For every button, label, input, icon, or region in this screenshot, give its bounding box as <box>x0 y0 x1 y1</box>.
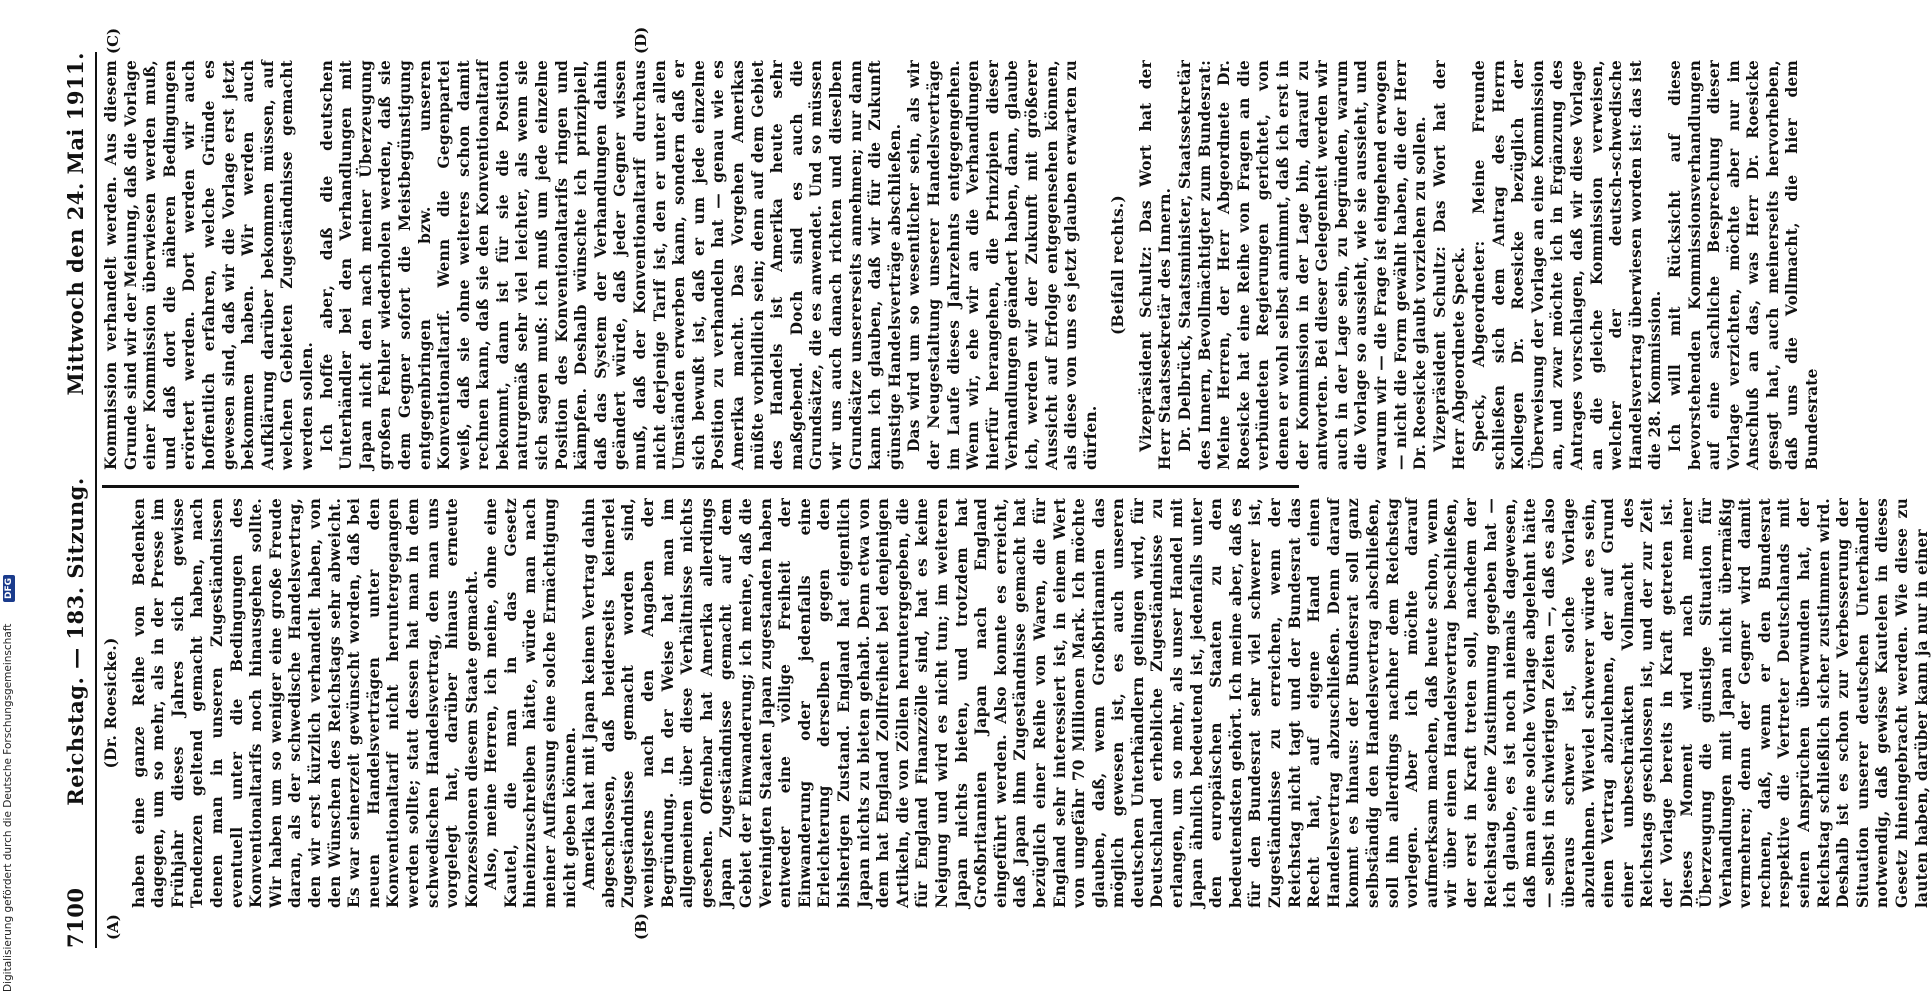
header-title: Reichstag. — 183. Sitzung. <box>62 477 88 806</box>
header-date: Mittwoch den 24. Mai 1911. <box>62 52 88 396</box>
paragraph: Kommission verhandelt werden. Aus diesem Grunde sind wir der Meinung, daß die Vorlage einer Kommission überwiesen werden muß, und daß dort die näheren Bedingungen erörtert werden. Dort werden wir auch hoffentlich erfahren, welche Gründe es gewesen sind, daß wir die Vorlage erst jetzt bekommen haben. Wir werden auch Aufklärung darüber bekommen müssen, auf welchen Gebieten Zugeständnisse gemacht werden sollen. <box>102 60 316 470</box>
paragraph: haben eine ganze Reihe von Bedenken dagegen, um so mehr, als in der Presse im Frühjahr dieses Jahres sich gewisse Tendenzen geltend gemacht haben, nach denen man in unseren Zugeständnissen eventuell unter die Bedingungen des Konventionaltarifs noch hinausgehen sollte. Wir haben um so weniger eine große Freude daran, als der schwedische Handelsvertrag, den wir erst kürzlich verhandelt haben, von den Wünschen des Reichstags sehr abweicht. Es war seinerzeit gewünscht worden, daß bei neuen Handelsverträgen unter den Konventionaltarif nicht heruntergegangen werden sollte; statt dessen hat man in dem schwedischen Handelsvertrag, den man uns vorgelegt hat, darüber hinaus erneute Konzessionen diesem Staate gemacht. <box>129 498 481 908</box>
speck-speech: Speck, Abgeordneter: Meine Freunde schließen sich dem Antrag des Herrn Kollegen Dr. Roesicke bezüglich der Überweisung der Vorlage an eine Kommission an, und zwar möchte ich in Ergänzung des Antrages vorschlagen, daß wir diese Vorlage an die gleiche Kommission verweisen, welcher der deutsch-schwedische Handelsvertrag überwiesen worden ist: das ist die 28. Kommission. <box>1469 60 1665 470</box>
page-header <box>58 52 92 948</box>
paragraph: Das wird um so wesentlicher sein, als wir der Neugestaltung unserer Handelsverträge im Laufe dieses Jahrzehnts entgegengehen. Wenn wir, ehe wir an die Verhandlungen hierfür herangehen, die Prinzipien dieser Verhandlungen geändert haben, dann, glaube ich, werden wir der Zukunft mit größerer Aussicht auf Erfolge entgegensehen können, als diese von uns es jetzt glauben erwarten zu dürfen. <box>905 60 1100 470</box>
margin-marker-b: (B) <box>632 913 650 940</box>
paragraph: Ich hoffe aber, daß die deutschen Unterhändler bei den Verhandlungen mit Japan nicht den nach meiner Überzeugung großen Fehler wiederholen werden, daß sie dem Gegner sofort die Meistbegünstigung entgegenbringen bzw. unseren Konventionaltarif. Wenn die Gegenpartei weiß, daß sie ohne weiteres schon damit rechnen kann, daß sie den Konventionaltarif bekommt, dann ist für sie die Position naturgemäß sehr viel leichter, als wenn sie sich sagen muß: ich muß um jede einzelne Position des Konventionaltarifs ringen und kämpfen. Deshalb wünschte ich prinzipiell, daß das System der Verhandlungen dahin geändert würde, daß jeder Gegner wissen muß, daß der Konventionaltarif durchaus nicht derjenige Tarif ist, den er unter allen Umständen erwerben kann, sondern daß er sich bewußt ist, daß er um jede einzelne Position zu verhandeln hat — genau wie es Amerika macht. Das Vorgehen Amerikas müßte vorbildlich sein; denn auf dem Gebiet des Handels ist Amerika heute sehr maßgebend. Doch sind es auch die Grundsätze, die es anwendet. Und so müssen wir uns auch danach richten und dieselben Grundsätze unsererseits annehmen; nur dann kann ich glauben, daß wir für die Zukunft günstige Handelsverträge abschließen. <box>317 60 904 470</box>
paragraph: Amerika hat mit Japan keinen Vertrag dahin abgeschlossen, daß beiderseits keinerlei Zugeständnisse gemacht worden sind, wenigstens nach den Angaben der Begründung. In der Weise hat man im allgemeinen über diese Verhältnisse nichts gesehen. Offenbar hat Amerika allerdings Japan Zugeständnisse gemacht auf dem Gebiet der Einwanderung; ich meine, daß die Vereinigten Staaten Japan zugestanden haben entweder eine völlige Freiheit der Einwanderung oder jedenfalls eine Erleichterung derselben gegen den bisherigen Zustand. England hat eigentlich Japan nichts zu bieten gehabt. Denn etwa von dem hat England Zollfreiheit bei denjenigen Artikeln, die von Zöllen heruntergegeben, die für England Finanzzölle sind, hat es keine Neigung und wird es nicht tun; im weiteren Japan nichts bieten, und trotzdem hat Großbritannien Japan nach England eingeführt werden. Also konnte es erreicht, daß Japan ihm Zugeständnisse gemacht hat bezüglich einer Reihe von Waren, die für England sehr interessiert ist, in einem Wert von ungefähr 70 Millionen Mark. Ich möchte glauben, daß, wenn Großbritannien das möglich gewesen ist, es auch unseren deutschen Unterhändlern gelingen wird, für Deutschland erhebliche Zugeständnisse zu erlangen, um so mehr, als unser Handel mit Japan ähnlich bedeutend ist, jedenfalls unter den europäischen Staaten zu den bedeutendsten gehört. Ich meine aber, daß es für den Bundesrat sehr viel schwerer ist, Zugeständnisse zu erreichen, wenn der Reichstag nicht tagt und der Bundesrat das Recht hat, auf eigene Hand einen Handelsvertrag abzuschließen. Denn darauf kommt es hinaus: der Bundesrat soll ganz selbständig den Handelsvertrag abschließen, soll ihn allerdings nachher dem Reichstag vorlegen. Aber ich möchte darauf aufmerksam machen, daß heute schon, wenn wir über einen Handelsvertrag beschließen, der erst in Kraft treten soll, nachdem der Reichstag seine Zustimmung gegeben hat — ich glaube, es ist noch niemals dagewesen, daß man eine solche Vorlage abgelehnt hätte — selbst in schwierigen Zeiten —, daß es also überaus schwer ist, solche Vorlage abzulehnen. Wieviel schwerer würde es sein, einen Vertrag abzulehnen, der auf Grund einer unbeschränkten Vollmacht des Reichstags geschlossen ist, und der zur Zeit der Vorlage bereits in Kraft getreten ist. Dieses Moment wird nach meiner Überzeugung die günstige Situation für Verhandlungen mit Japan nicht übermäßig vermehren; denn der Gegner wird damit rechnen, daß, wenn er den Bundesrat respektive die Vertreter Deutschlands mit seinen Ansprüchen überwunden hat, der Reichstag schließlich sicher zustimmen wird. Deshalb ist es schon zur Verbesserung der Situation unserer deutschen Unterhändler notwendig, daß gewisse Kautelen in dieses Gesetz hineingebracht werden. Wie diese zu lauten haben, darüber kann ja nur in einer <box>580 498 1931 908</box>
speck-speech-2: Ich will mit Rücksicht auf diese bevorstehenden Kommissionsverhandlungen auf eine sachliche Besprechung dieser Vorlage verzichten, möchte aber nur im Anschluß an das, was Herr Dr. Roesicke gesagt hat, auch meinerseits hervorheben, daß uns die Vollmacht, die hier dem Bundesrate <box>1665 60 1822 470</box>
footer-strip <box>0 0 20 1000</box>
applause-note: (Beifall rechts.) <box>1109 195 1128 335</box>
margin-marker-a: (A) <box>104 914 122 940</box>
digitization-note: Digitalisierung gefördert durch die Deutsche Forschungsgemeinschaft <box>2 623 14 992</box>
dfg-logo: DFG <box>3 575 15 602</box>
header-rule <box>95 52 97 948</box>
right-column <box>102 60 1822 470</box>
paragraph: Also, meine Herren, ich meine, ohne eine Kautel, die man in das Gesetz hineinzuschreiben hätte, würde man nach meiner Auffassung eine solche Ermächtigung nicht geben können. <box>482 498 579 908</box>
speaker-reference: (Dr. Roesicke.) <box>102 637 120 769</box>
margin-marker-d: (D) <box>632 26 650 54</box>
president-statement-2: Vizepräsident Schultz: Das Wort hat der Herr Abgeordnete Speck. <box>1430 60 1469 470</box>
left-column <box>102 498 1931 908</box>
page-number: 7100 <box>62 887 88 948</box>
column-divider <box>102 485 1299 488</box>
president-statement: Vizepräsident Schultz: Das Wort hat der Herr Staatssekretär des Innern. <box>1136 60 1175 470</box>
delbrueck-speech: Dr. Delbrück, Staatsminister, Staatssekretär des Innern, Bevollmächtigter zum Bundesrat: Meine Herren, der Herr Abgeordnete Dr. Roesicke hat eine Reihe von Fragen an die verbündeten Regierungen gerichtet, von denen er wohl selbst annimmt, daß ich erst in der Kommission in der Lage bin, darauf zu antworten. Bei dieser Gelegenheit werden wir auch in der Lage sein, zu begründen, warum die Vorlage so aussieht, wie sie aussieht, und warum wir — die Frage ist eingehend erwogen — nicht die Form gewählt haben, die der Herr Dr. Roesicke glaubt vorziehen zu sollen. <box>1176 60 1430 470</box>
margin-marker-c: (C) <box>104 27 122 54</box>
